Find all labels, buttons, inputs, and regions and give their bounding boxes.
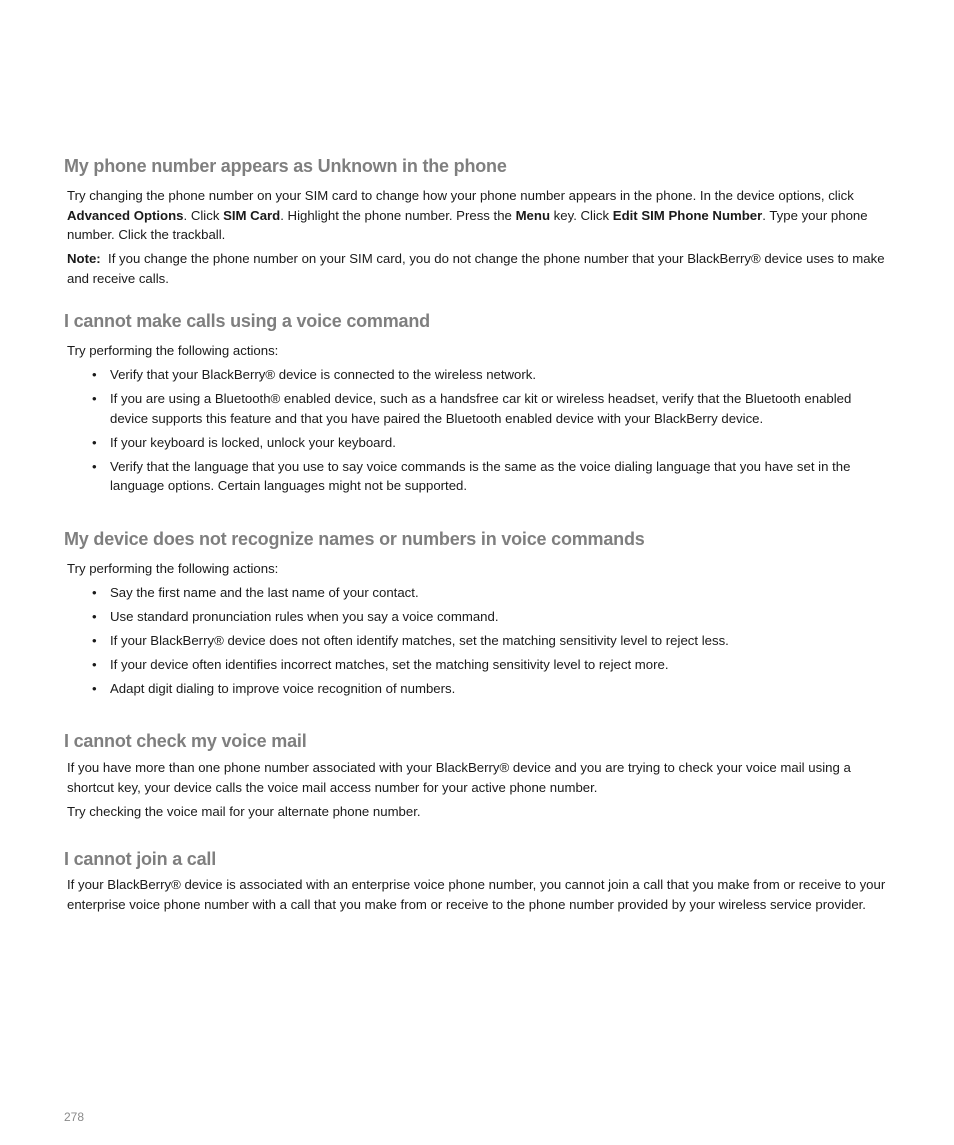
list-item	[64, 631, 890, 651]
note-paragraph	[64, 249, 894, 288]
section-join-call	[64, 848, 894, 914]
list-item-text: Use standard pronunciation rules when you say a voice command.	[110, 609, 499, 624]
paragraph: If your BlackBerry® device is associated with an enterprise voice phone number, you cannot join a call that you make from or receive to your enterprise voice phone number with a call that you make from or receive to the phone number provided by your wireless service provider.	[67, 877, 886, 912]
list-item-text: Say the first name and the last name of your contact.	[110, 585, 419, 600]
list-item	[64, 389, 890, 428]
list-item-text: If your keyboard is locked, unlock your keyboard.	[110, 434, 396, 450]
list-item	[64, 365, 890, 385]
list-item-text: Verify that the language that you use to say voice commands is the same as the voice dialing language that you have set in the language options. Certain languages might not be supported.	[110, 458, 851, 493]
bullet-marker: •	[92, 657, 97, 672]
page-number: 278	[64, 1110, 85, 1124]
note-label: Note:	[67, 251, 101, 266]
paragraph: If you have more than one phone number associated with your BlackBerry® device and you are trying to check your voice mail using a shortcut key, your device calls the voice mail access number for your active phone number.	[67, 760, 851, 795]
text-run: key. Click	[550, 207, 613, 223]
section-unknown-phone-number	[64, 155, 894, 288]
section-voice-command-calls	[64, 310, 894, 500]
ui-term-menu: Menu	[515, 207, 550, 223]
list-item-text: Adapt digit dialing to improve voice recognition of numbers.	[110, 681, 456, 696]
list-item	[64, 457, 890, 496]
ui-term-edit-sim-phone-number: Edit SIM Phone Number	[612, 207, 763, 223]
section-heading: I cannot check my voice mail	[64, 731, 307, 751]
ui-term-advanced-options: Advanced Options	[67, 207, 184, 223]
list-item	[64, 679, 890, 699]
bullet-marker: •	[92, 367, 97, 382]
note-text: If you change the phone number on your SIM card, you do not change the phone number that your BlackBerry® device uses to make and receive calls.	[67, 251, 885, 286]
bullet-list	[64, 583, 894, 699]
list-item	[64, 583, 890, 603]
text-run: Try changing the phone number on your SIM card to change how your phone number appears in the phone. In the device options, click	[67, 188, 854, 203]
bullet-marker: •	[92, 609, 97, 624]
section-heading: My phone number appears as Unknown in the phone	[64, 156, 507, 176]
section-voice-mail	[64, 730, 894, 821]
bullet-marker: •	[92, 585, 97, 600]
text-run: . Click	[183, 207, 224, 223]
section-heading: I cannot make calls using a voice command	[64, 311, 430, 331]
paragraph: Try performing the following actions:	[67, 561, 279, 576]
list-item-text: If your BlackBerry® device does not often identify matches, set the matching sensitivity level to reject less.	[110, 633, 729, 648]
list-item-text: If your device often identifies incorrect matches, set the matching sensitivity level to reject more.	[110, 657, 669, 672]
list-item	[64, 433, 890, 453]
text-run: . Type your phone number. Click the trackball.	[67, 207, 868, 242]
list-item-text: If you are using a Bluetooth® enabled device, such as a handsfree car kit or wireless headset, verify that the Bluetooth enabled device supports this feature and that you have paired the Bluetooth enabled device with your BlackBerry device.	[110, 391, 852, 426]
paragraph: Try checking the voice mail for your alternate phone number.	[67, 803, 421, 819]
bullet-list	[64, 365, 894, 496]
list-item	[64, 655, 890, 675]
section-heading: I cannot join a call	[64, 849, 217, 869]
list-item	[64, 607, 890, 627]
text-run: . Highlight the phone number. Press the	[280, 207, 516, 223]
bullet-marker: •	[92, 633, 97, 648]
section-voice-recognition	[64, 528, 894, 703]
paragraph: Try performing the following actions:	[67, 343, 279, 358]
bullet-marker: •	[92, 458, 97, 474]
list-item-text: Verify that your BlackBerry® device is connected to the wireless network.	[110, 367, 537, 382]
section-heading: My device does not recognize names or numbers in voice commands	[64, 529, 645, 549]
paragraph	[64, 186, 894, 245]
bullet-marker: •	[92, 391, 97, 406]
bullet-marker: •	[92, 681, 97, 696]
bullet-marker: •	[92, 434, 97, 450]
ui-term-sim-card: SIM Card	[223, 207, 281, 223]
